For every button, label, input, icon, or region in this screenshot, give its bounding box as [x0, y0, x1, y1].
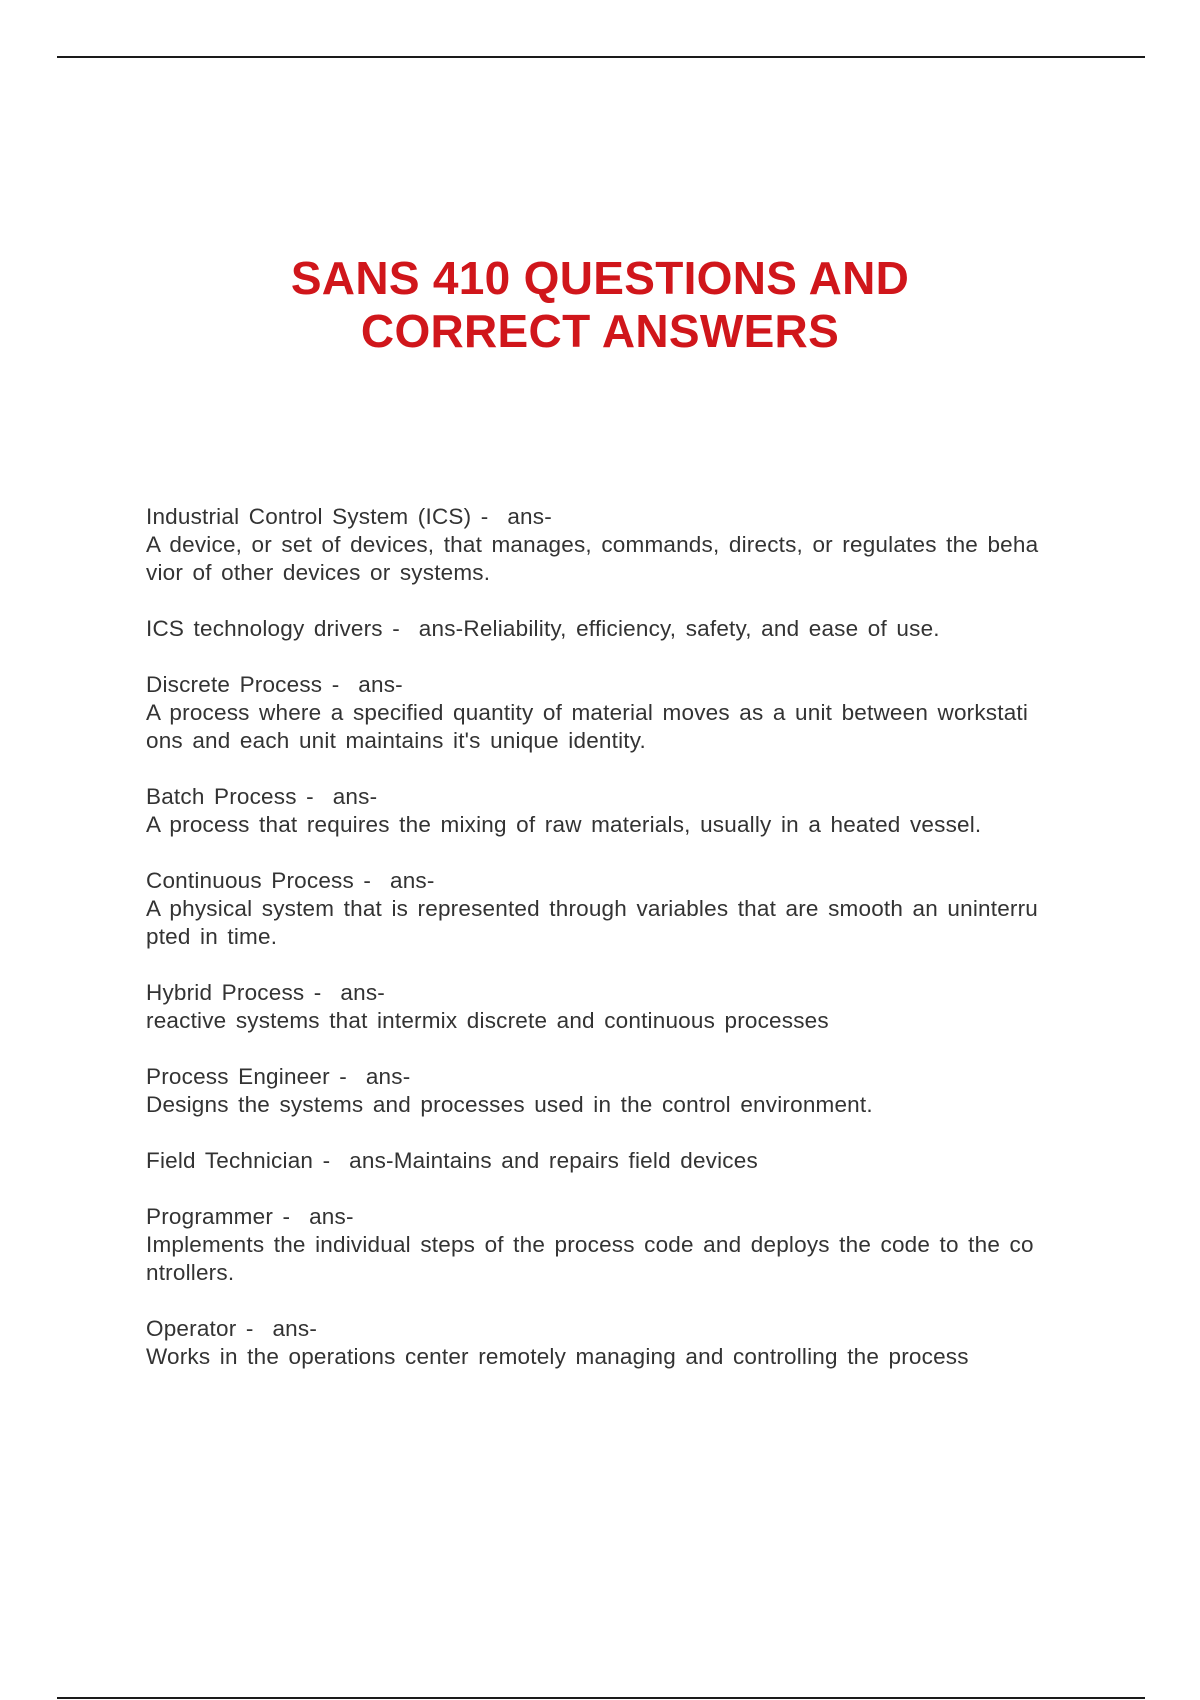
qa-term: Programmer - ans-	[146, 1204, 354, 1229]
qa-term: Industrial Control System (ICS) - ans-	[146, 504, 552, 529]
qa-answer: A physical system that is represented through variables that are smooth an uninterru	[146, 896, 1039, 921]
qa-answer: ons and each unit maintains it's unique identity.	[146, 728, 646, 753]
qa-entry-operator	[146, 1315, 1090, 1371]
qa-term: Continuous Process - ans-	[146, 868, 435, 893]
qa-term: Operator - ans-	[146, 1316, 318, 1341]
qa-entry-ics	[146, 503, 1090, 587]
qa-entry-process-engineer	[146, 1063, 1090, 1119]
qa-answer: Works in the operations center remotely managing and controlling the process	[146, 1344, 969, 1369]
qa-term: Hybrid Process - ans-	[146, 980, 385, 1005]
qa-answer: reactive systems that intermix discrete and continuous processes	[146, 1008, 829, 1033]
top-rule	[57, 56, 1145, 58]
qa-entry-hybrid-process	[146, 979, 1090, 1035]
qa-entry-field-technician	[146, 1147, 1090, 1175]
title-line-2: CORRECT ANSWERS	[360, 305, 840, 357]
qa-term: ICS technology drivers - ans-Reliability, efficiency, safety, and ease of use.	[146, 616, 940, 641]
qa-list	[146, 503, 1090, 1399]
qa-entry-continuous-process	[146, 867, 1090, 951]
qa-answer: pted in time.	[146, 924, 278, 949]
qa-answer: Designs the systems and processes used in the control environment.	[146, 1092, 873, 1117]
qa-answer: vior of other devices or systems.	[146, 560, 491, 585]
qa-entry-programmer	[146, 1203, 1090, 1287]
qa-term: Field Technician - ans-Maintains and repairs field devices	[146, 1148, 758, 1173]
qa-term: Discrete Process - ans-	[146, 672, 403, 697]
qa-answer: Implements the individual steps of the process code and deploys the code to the co	[146, 1232, 1034, 1257]
qa-entry-ics-drivers	[146, 615, 1090, 643]
qa-term: Process Engineer - ans-	[146, 1064, 411, 1089]
qa-term: Batch Process - ans-	[146, 784, 378, 809]
qa-entry-discrete-process	[146, 671, 1090, 755]
document-title	[0, 252, 1200, 358]
qa-entry-batch-process	[146, 783, 1090, 839]
qa-answer: A process that requires the mixing of raw materials, usually in a heated vessel.	[146, 812, 982, 837]
qa-answer: A process where a specified quantity of material moves as a unit between workstati	[146, 700, 1029, 725]
title-line-1: SANS 410 QUESTIONS AND	[290, 252, 910, 304]
bottom-rule	[57, 1697, 1145, 1699]
qa-answer: ntrollers.	[146, 1260, 235, 1285]
qa-answer: A device, or set of devices, that manages, commands, directs, or regulates the beha	[146, 532, 1039, 557]
